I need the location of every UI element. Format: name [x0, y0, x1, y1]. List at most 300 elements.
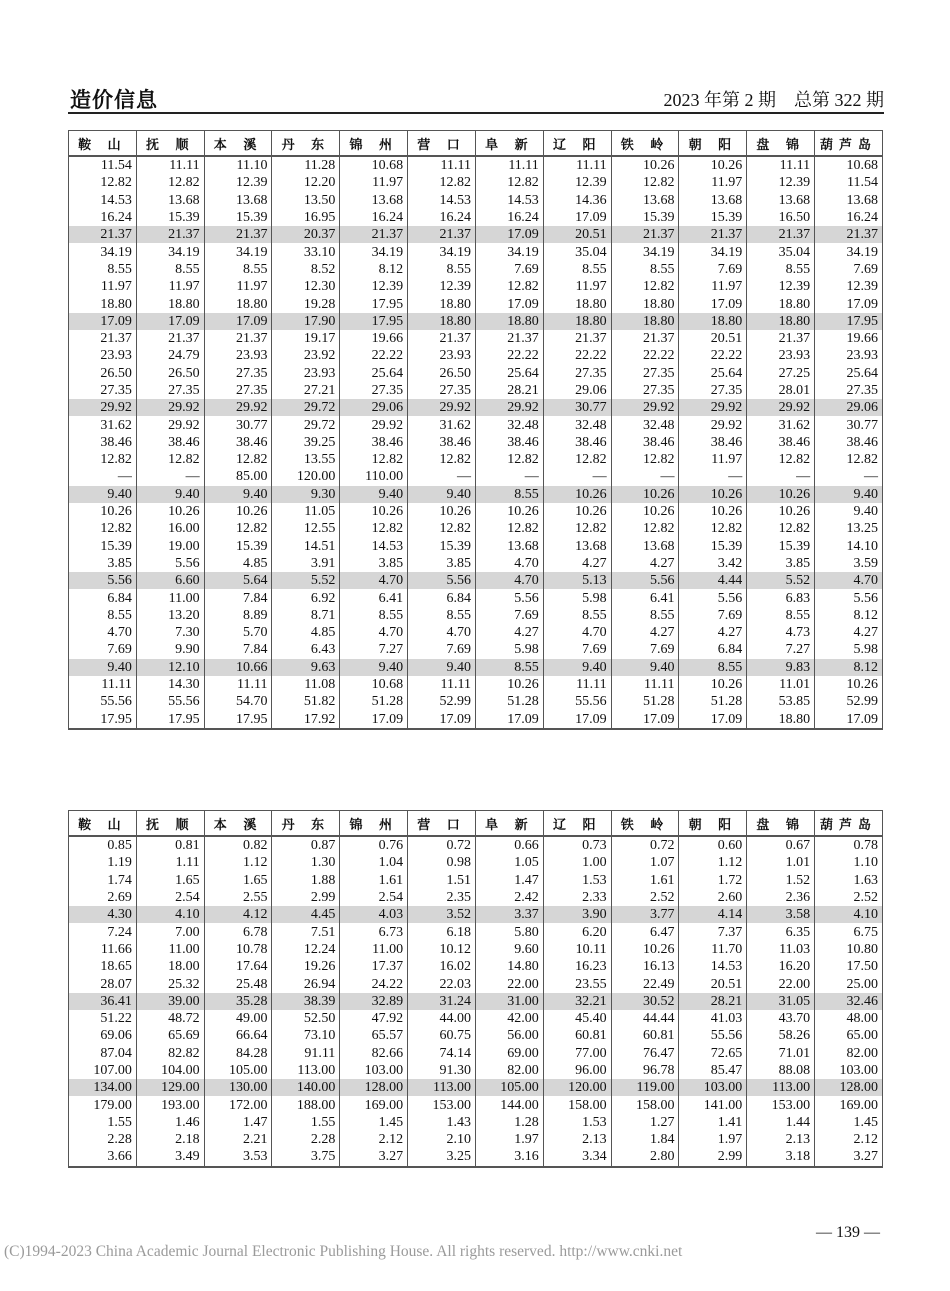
table-row [69, 854, 883, 871]
table-cell: 34.19 [340, 243, 408, 260]
table-row [69, 693, 883, 710]
table-cell: 5.98 [475, 641, 543, 658]
table-row [69, 1131, 883, 1148]
table-cell: 21.37 [747, 330, 815, 347]
table-cell: 3.58 [747, 906, 815, 923]
table-cell: 82.82 [136, 1045, 204, 1062]
table-cell: 38.46 [69, 434, 137, 451]
table-cell: 103.00 [679, 1079, 747, 1096]
table-cell: 18.80 [747, 295, 815, 312]
table-row [69, 468, 883, 485]
table-cell: 11.97 [136, 278, 204, 295]
table-cell: 21.37 [204, 330, 272, 347]
table-cell: 82.00 [475, 1062, 543, 1079]
table-cell: 96.78 [611, 1062, 679, 1079]
table-cell: 17.09 [815, 711, 883, 729]
column-header: 盘 锦 [747, 131, 815, 157]
table-cell: 13.25 [815, 520, 883, 537]
table-cell: 8.55 [611, 607, 679, 624]
table-cell: 60.81 [611, 1027, 679, 1044]
table-cell: 3.27 [340, 1148, 408, 1166]
table-row [69, 607, 883, 624]
table-cell: 45.40 [543, 1010, 611, 1027]
table-cell: 1.43 [408, 1114, 476, 1131]
table-cell: 8.71 [272, 607, 340, 624]
table-row [69, 156, 883, 174]
table-cell: 12.30 [272, 278, 340, 295]
table-cell: 10.26 [679, 676, 747, 693]
table-row [69, 941, 883, 958]
table-row [69, 641, 883, 658]
table-cell: 7.69 [815, 261, 883, 278]
table-cell: 7.69 [69, 641, 137, 658]
table-cell: 169.00 [815, 1096, 883, 1113]
table-cell: 29.92 [679, 399, 747, 416]
table-cell: 12.82 [611, 520, 679, 537]
table-cell: 7.69 [475, 607, 543, 624]
table-cell: 56.00 [475, 1027, 543, 1044]
table-cell: 6.41 [340, 589, 408, 606]
table-cell: 11.08 [272, 676, 340, 693]
table-cell: 188.00 [272, 1096, 340, 1113]
table-cell: 8.89 [204, 607, 272, 624]
table-cell: 6.47 [611, 923, 679, 940]
table-cell: 3.59 [815, 555, 883, 572]
table-cell: 49.00 [204, 1010, 272, 1027]
table-cell: 85.00 [204, 468, 272, 485]
table-cell: 27.21 [272, 382, 340, 399]
table-row [69, 1045, 883, 1062]
table-cell: 18.80 [543, 295, 611, 312]
table-cell: 153.00 [747, 1096, 815, 1113]
table-cell: 16.24 [69, 209, 137, 226]
table-cell: — [679, 468, 747, 485]
table-cell: 1.63 [815, 872, 883, 889]
table-cell: 7.51 [272, 923, 340, 940]
table-cell: 48.00 [815, 1010, 883, 1027]
table-cell: 60.75 [408, 1027, 476, 1044]
table-cell: 11.11 [543, 676, 611, 693]
table-cell: 53.85 [747, 693, 815, 710]
table-cell: 18.80 [747, 313, 815, 330]
table-cell: 8.55 [408, 261, 476, 278]
table-cell: 65.00 [815, 1027, 883, 1044]
table-row [69, 993, 883, 1010]
table-cell: 4.27 [543, 555, 611, 572]
table-cell: 4.27 [611, 624, 679, 641]
table-cell: 10.26 [340, 503, 408, 520]
table-cell: 18.80 [69, 295, 137, 312]
table-cell: 0.98 [408, 854, 476, 871]
table-cell: 12.82 [69, 174, 137, 191]
table-row [69, 872, 883, 889]
table-cell: 2.80 [611, 1148, 679, 1166]
table-cell: 6.41 [611, 589, 679, 606]
table-cell: 26.50 [408, 365, 476, 382]
table-cell: 16.02 [408, 958, 476, 975]
table-cell: 119.00 [611, 1079, 679, 1096]
table-cell: 2.12 [815, 1131, 883, 1148]
table-cell: 9.90 [136, 641, 204, 658]
table-cell: 65.57 [340, 1027, 408, 1044]
table-cell: 1.27 [611, 1114, 679, 1131]
table-cell: 17.09 [69, 313, 137, 330]
table-cell: 4.14 [679, 906, 747, 923]
table-cell: 31.24 [408, 993, 476, 1010]
table-cell: 7.84 [204, 641, 272, 658]
table-cell: 16.24 [340, 209, 408, 226]
table-cell: 17.50 [815, 958, 883, 975]
table-cell: 120.00 [543, 1079, 611, 1096]
table-cell: 74.14 [408, 1045, 476, 1062]
table-cell: 21.37 [611, 226, 679, 243]
table-cell: 12.82 [475, 520, 543, 537]
table-cell: 51.82 [272, 693, 340, 710]
table-row [69, 555, 883, 572]
table-cell: 11.97 [204, 278, 272, 295]
table-cell: 52.99 [408, 693, 476, 710]
table-cell: 41.03 [679, 1010, 747, 1027]
table-cell: 5.13 [543, 572, 611, 589]
table-cell: 0.87 [272, 836, 340, 854]
table-cell: 91.11 [272, 1045, 340, 1062]
table-row [69, 589, 883, 606]
table-cell: 14.36 [543, 192, 611, 209]
table-cell: 13.68 [204, 192, 272, 209]
table-cell: 11.97 [69, 278, 137, 295]
table-cell: 14.53 [69, 192, 137, 209]
table-cell: 7.69 [475, 261, 543, 278]
table-cell: 158.00 [611, 1096, 679, 1113]
table-cell: 27.35 [543, 365, 611, 382]
table-cell: 12.82 [747, 451, 815, 468]
table-cell: 134.00 [69, 1079, 137, 1096]
table-cell: 6.78 [204, 923, 272, 940]
table-cell: 10.66 [204, 659, 272, 676]
table-cell: 84.28 [204, 1045, 272, 1062]
table-row [69, 261, 883, 278]
table-cell: 38.46 [543, 434, 611, 451]
table-cell: 15.39 [136, 209, 204, 226]
table-cell: 10.11 [543, 941, 611, 958]
table-cell: — [815, 468, 883, 485]
table-cell: 17.09 [340, 711, 408, 729]
table-cell: 1.45 [815, 1114, 883, 1131]
table-cell: 128.00 [815, 1079, 883, 1096]
table-cell: 1.47 [475, 872, 543, 889]
copyright-notice: (C)1994-2023 China Academic Journal Electronic Publishing House. All rights reserved. http://www.cnki.net [4, 1243, 683, 1260]
table-cell: 28.21 [679, 993, 747, 1010]
table-cell: 7.84 [204, 589, 272, 606]
table-cell: 11.03 [747, 941, 815, 958]
table-row [69, 399, 883, 416]
table-cell: 1.41 [679, 1114, 747, 1131]
table-cell: 25.64 [815, 365, 883, 382]
table-cell: 36.41 [69, 993, 137, 1010]
table-cell: 8.55 [679, 659, 747, 676]
table-cell: 32.48 [611, 416, 679, 433]
table-cell: 42.00 [475, 1010, 543, 1027]
table-cell: 7.69 [679, 607, 747, 624]
column-header: 铁 岭 [611, 811, 679, 837]
table-cell: 12.82 [204, 451, 272, 468]
table-cell: 19.00 [136, 538, 204, 555]
table-cell: 18.80 [408, 295, 476, 312]
table-cell: 10.68 [815, 156, 883, 174]
table-row [69, 1027, 883, 1044]
table-cell: 0.72 [408, 836, 476, 854]
table-cell: 18.80 [611, 313, 679, 330]
table-cell: 14.53 [340, 538, 408, 555]
table-row [69, 958, 883, 975]
table-cell: 4.70 [475, 572, 543, 589]
table-cell: 16.00 [136, 520, 204, 537]
table-cell: 20.51 [679, 330, 747, 347]
table-cell: 3.85 [69, 555, 137, 572]
table-cell: 9.40 [815, 486, 883, 503]
table-cell: 11.97 [679, 451, 747, 468]
table-cell: 15.39 [204, 538, 272, 555]
table-cell: 13.55 [272, 451, 340, 468]
table-cell: 10.68 [340, 156, 408, 174]
table-cell: 169.00 [340, 1096, 408, 1113]
table-cell: 16.24 [408, 209, 476, 226]
table-cell: 17.09 [475, 295, 543, 312]
table-cell: 2.35 [408, 889, 476, 906]
table-row [69, 365, 883, 382]
table-cell: 11.11 [136, 156, 204, 174]
table-cell: 15.39 [747, 538, 815, 555]
table-cell: 8.52 [272, 261, 340, 278]
table-cell: 11.11 [408, 676, 476, 693]
table-cell: 18.80 [543, 313, 611, 330]
table-cell: 1.53 [543, 872, 611, 889]
table-cell: 11.00 [136, 941, 204, 958]
table-cell: 9.40 [408, 659, 476, 676]
table-cell: 10.26 [747, 486, 815, 503]
table-cell: 26.94 [272, 975, 340, 992]
table-cell: 4.03 [340, 906, 408, 923]
table-cell: 1.61 [611, 872, 679, 889]
table-cell: 12.82 [475, 174, 543, 191]
table-cell: 5.56 [69, 572, 137, 589]
table-cell: 12.39 [815, 278, 883, 295]
table-cell: 24.79 [136, 347, 204, 364]
table-cell: 11.54 [815, 174, 883, 191]
table-cell: 17.09 [543, 209, 611, 226]
column-header: 葫芦岛 [815, 131, 883, 157]
table-cell: 13.50 [272, 192, 340, 209]
table-cell: 11.11 [204, 676, 272, 693]
column-header: 阜 新 [475, 131, 543, 157]
table-cell: 12.82 [340, 520, 408, 537]
table-cell: 1.11 [136, 854, 204, 871]
table-cell: 8.55 [408, 607, 476, 624]
table-cell: 1.55 [69, 1114, 137, 1131]
table-cell: 10.26 [611, 503, 679, 520]
table-cell: 23.93 [204, 347, 272, 364]
table-cell: 6.43 [272, 641, 340, 658]
table-cell: 4.10 [136, 906, 204, 923]
table-cell: 1.04 [340, 854, 408, 871]
table-cell: 38.46 [815, 434, 883, 451]
table-cell: 7.27 [747, 641, 815, 658]
table-cell: 1.74 [69, 872, 137, 889]
table-cell: 1.72 [679, 872, 747, 889]
table-cell: 7.30 [136, 624, 204, 641]
table-cell: 38.39 [272, 993, 340, 1010]
table-cell: 17.92 [272, 711, 340, 729]
column-header: 丹 东 [272, 811, 340, 837]
table-cell: 9.83 [747, 659, 815, 676]
column-header: 本 溪 [204, 131, 272, 157]
table-cell: 1.65 [136, 872, 204, 889]
table-cell: 11.11 [69, 676, 137, 693]
table-cell: 9.40 [340, 659, 408, 676]
table-cell: 1.97 [679, 1131, 747, 1148]
table-cell: 12.39 [747, 174, 815, 191]
table-row [69, 676, 883, 693]
table-cell: 55.56 [69, 693, 137, 710]
table-cell: 20.37 [272, 226, 340, 243]
table-cell: 8.55 [69, 261, 137, 278]
table-cell: 10.12 [408, 941, 476, 958]
table-cell: 13.68 [475, 538, 543, 555]
table-cell: 3.75 [272, 1148, 340, 1166]
table-cell: 4.12 [204, 906, 272, 923]
table-cell: 82.00 [815, 1045, 883, 1062]
table-cell: 1.88 [272, 872, 340, 889]
table-cell: — [611, 468, 679, 485]
table-cell: 0.67 [747, 836, 815, 854]
table-cell: 91.30 [408, 1062, 476, 1079]
table-cell: 3.77 [611, 906, 679, 923]
table-cell: 8.12 [815, 607, 883, 624]
table-cell: 1.65 [204, 872, 272, 889]
table-cell: 30.77 [204, 416, 272, 433]
column-header: 锦 州 [340, 131, 408, 157]
table-cell: 17.95 [69, 711, 137, 729]
table-cell: 34.19 [475, 243, 543, 260]
header-rule [68, 112, 884, 114]
table-cell: 1.61 [340, 872, 408, 889]
table-cell: 9.40 [136, 486, 204, 503]
table-cell: 2.13 [747, 1131, 815, 1148]
table-cell: 71.01 [747, 1045, 815, 1062]
table-cell: 7.27 [340, 641, 408, 658]
table-cell: 11.11 [747, 156, 815, 174]
table-cell: 38.46 [204, 434, 272, 451]
table-cell: 9.40 [340, 486, 408, 503]
table-row [69, 313, 883, 330]
table-cell: 35.04 [747, 243, 815, 260]
table-cell: 11.97 [543, 278, 611, 295]
table-cell: 2.55 [204, 889, 272, 906]
table-cell: 4.45 [272, 906, 340, 923]
table-cell: 16.24 [815, 209, 883, 226]
table-cell: 4.44 [679, 572, 747, 589]
table-cell: 25.32 [136, 975, 204, 992]
table-cell: 7.69 [408, 641, 476, 658]
table-header-row [69, 131, 883, 157]
table-cell: 0.82 [204, 836, 272, 854]
table-cell: 11.11 [408, 156, 476, 174]
table-cell: 39.00 [136, 993, 204, 1010]
table-cell: 21.37 [69, 330, 137, 347]
table-row [69, 1096, 883, 1113]
table-cell: 38.46 [340, 434, 408, 451]
table-cell: 172.00 [204, 1096, 272, 1113]
table-cell: 31.62 [747, 416, 815, 433]
table-row [69, 330, 883, 347]
table-cell: 85.47 [679, 1062, 747, 1079]
table-cell: 12.39 [204, 174, 272, 191]
table-cell: 38.46 [611, 434, 679, 451]
table-cell: 55.56 [679, 1027, 747, 1044]
table-header-row [69, 811, 883, 837]
table-cell: 13.68 [340, 192, 408, 209]
table-cell: 18.80 [204, 295, 272, 312]
table-cell: 1.51 [408, 872, 476, 889]
table-cell: 2.42 [475, 889, 543, 906]
table-cell: 11.11 [611, 676, 679, 693]
table-cell: 12.39 [747, 278, 815, 295]
table-cell: 8.55 [543, 261, 611, 278]
table-cell: 20.51 [543, 226, 611, 243]
table-cell: 12.82 [679, 520, 747, 537]
table-cell: 14.80 [475, 958, 543, 975]
table-cell: 13.68 [136, 192, 204, 209]
table-cell: 8.55 [340, 607, 408, 624]
column-header: 抚 顺 [136, 811, 204, 837]
table-cell: 17.09 [679, 711, 747, 729]
table-cell: 17.09 [475, 711, 543, 729]
table-cell: 3.90 [543, 906, 611, 923]
table-cell: 6.60 [136, 572, 204, 589]
table-cell: 5.56 [611, 572, 679, 589]
table-cell: 51.28 [475, 693, 543, 710]
table-cell: 17.95 [136, 711, 204, 729]
table-cell: 54.70 [204, 693, 272, 710]
table-cell: 10.80 [815, 941, 883, 958]
table-cell: 6.75 [815, 923, 883, 940]
table-cell: 18.80 [747, 711, 815, 729]
table-row [69, 486, 883, 503]
table-cell: — [408, 468, 476, 485]
table-cell: 193.00 [136, 1096, 204, 1113]
table-cell: 9.40 [408, 486, 476, 503]
table-cell: 15.39 [204, 209, 272, 226]
table-cell: 17.09 [136, 313, 204, 330]
table-cell: 39.25 [272, 434, 340, 451]
table-cell: 19.66 [815, 330, 883, 347]
table-cell: 11.97 [679, 278, 747, 295]
table-cell: 3.91 [272, 555, 340, 572]
table-cell: 7.24 [69, 923, 137, 940]
column-header: 鞍 山 [69, 811, 137, 837]
table-cell: 10.26 [679, 486, 747, 503]
table-cell: 58.26 [747, 1027, 815, 1044]
table-cell: 1.47 [204, 1114, 272, 1131]
table-cell: 10.26 [475, 676, 543, 693]
column-header: 盘 锦 [747, 811, 815, 837]
table-cell: 2.99 [679, 1148, 747, 1166]
table-row [69, 889, 883, 906]
table-cell: 18.80 [475, 313, 543, 330]
table-cell: 0.72 [611, 836, 679, 854]
table-cell: 3.85 [408, 555, 476, 572]
table-cell: 1.05 [475, 854, 543, 871]
